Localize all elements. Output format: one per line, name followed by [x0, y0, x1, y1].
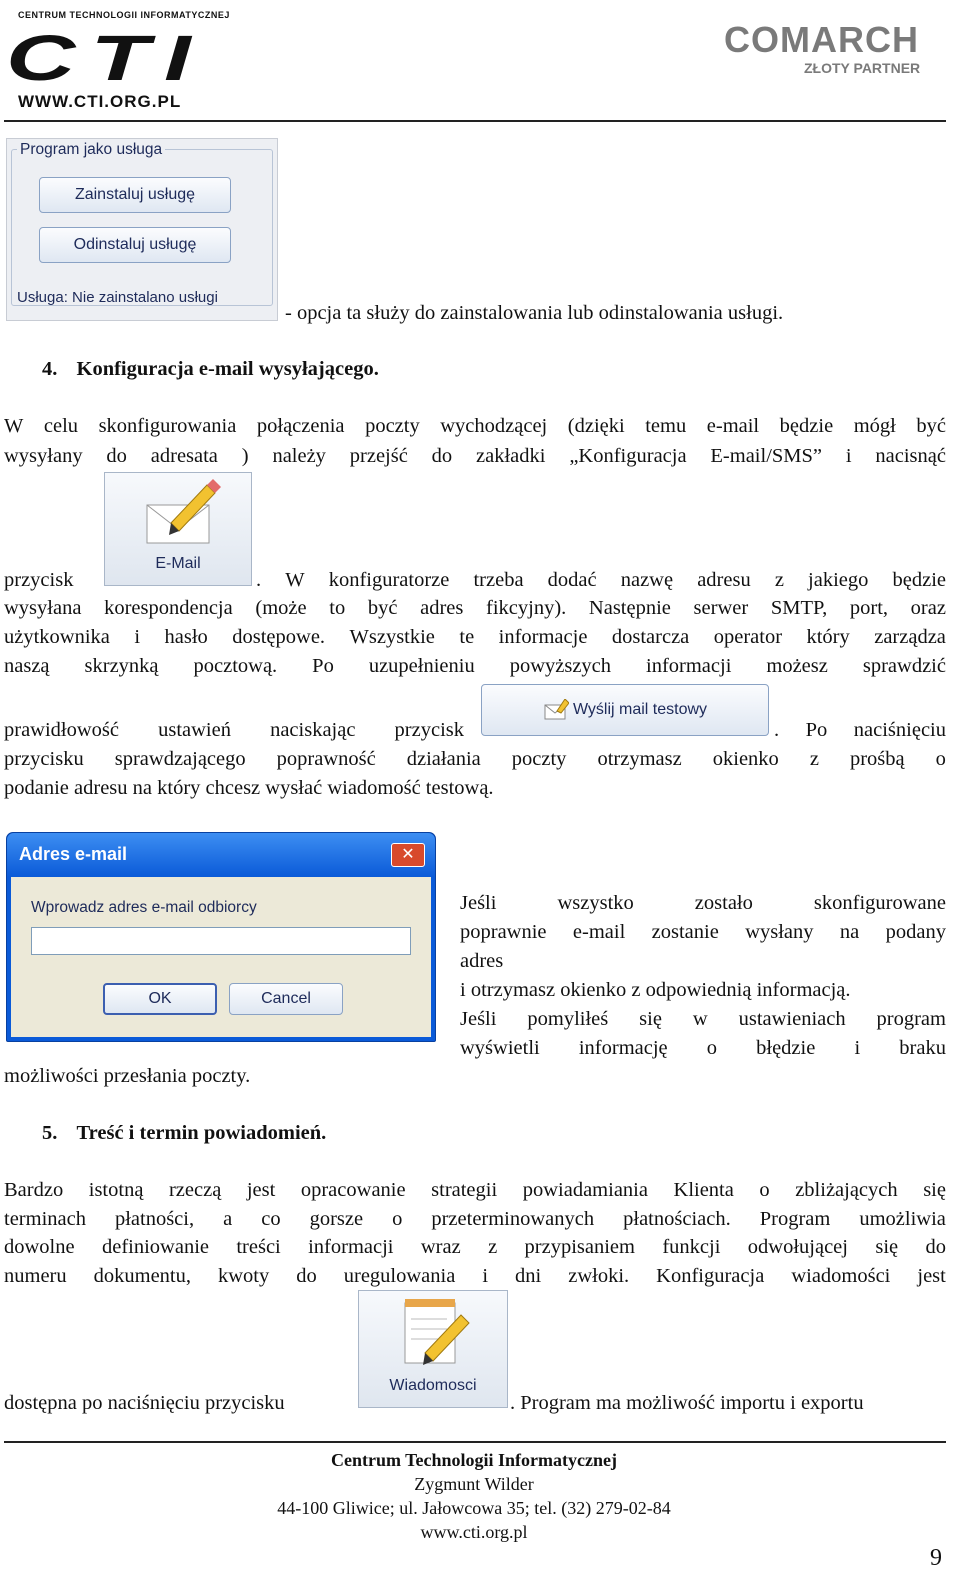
word: o [392, 1208, 403, 1230]
word: wysyłana [4, 597, 82, 619]
word: e-mail [706, 415, 760, 437]
word: te [459, 626, 475, 648]
word: o [706, 1037, 718, 1059]
word: zostanie [651, 921, 719, 943]
p5-line3 [4, 1236, 946, 1259]
service-status: Usługa: Nie zainstalano usługi [17, 289, 218, 306]
ok-button[interactable]: OK [103, 983, 217, 1015]
word: naciśnięciu [853, 719, 946, 741]
p4-line2 [4, 445, 946, 468]
word: zostało [694, 892, 753, 914]
cti-logo [6, 10, 306, 110]
word: błędzie [756, 1037, 816, 1059]
word: a [223, 1208, 233, 1230]
side-line1 [460, 892, 946, 915]
word: . [256, 569, 262, 591]
word: (może [255, 597, 307, 619]
word: do [431, 445, 453, 467]
word: być [916, 415, 946, 437]
word: powiadamiania [522, 1179, 648, 1201]
p4-line3b [256, 569, 946, 592]
word: kwoty [218, 1265, 270, 1287]
word: e-mail [572, 921, 626, 943]
word: informacji [646, 655, 732, 677]
word: program [876, 1008, 946, 1030]
test-mail-button-label: Wyślij mail testowy [572, 701, 708, 718]
word: prośbą [849, 748, 905, 770]
word: o [935, 748, 946, 770]
footer-address: 44-100 Gliwice; ul. Jałowcowa 35; tel. (32) 279-02-84 [277, 1498, 671, 1518]
word: i [134, 626, 141, 648]
word: mógł [853, 415, 896, 437]
cti-small-caption: CENTRUM TECHNOLOGII INFORMATYCZNEJ [18, 10, 230, 20]
install-service-button[interactable]: Zainstaluj usługę [39, 177, 231, 213]
p4-line5 [4, 626, 946, 649]
word: adres [420, 597, 464, 619]
word: otrzymasz [597, 748, 682, 770]
p4-line8 [4, 748, 946, 771]
word: podany [885, 921, 946, 943]
word: (dzięki [567, 415, 625, 437]
word: fikcyjny). [486, 597, 567, 619]
word: poczty [365, 415, 420, 437]
word: treści [236, 1236, 281, 1258]
word: hasło [164, 626, 208, 648]
p4-line3a: przycisk [4, 569, 74, 591]
word: pocztową. [193, 655, 278, 677]
notepad-pencil-icon [395, 1295, 475, 1369]
word: naciskając [270, 719, 356, 741]
service-panel [6, 138, 278, 321]
word: skrzynką [84, 655, 159, 677]
word: do [296, 1265, 317, 1287]
footer-rule [4, 1441, 946, 1443]
word: w [692, 1008, 708, 1030]
word: wyświetli [460, 1037, 540, 1059]
word: dokumentu, [93, 1265, 191, 1287]
word: z [488, 1236, 498, 1258]
word: działania [406, 748, 481, 770]
word: adresu [697, 569, 751, 591]
word: trzeba [473, 569, 524, 591]
mail-send-icon [543, 699, 569, 721]
word: wraz [420, 1236, 461, 1258]
cancel-button[interactable]: Cancel [229, 983, 343, 1015]
p4-line6 [4, 655, 946, 678]
word: się [639, 1008, 662, 1030]
word: W [285, 569, 305, 591]
word: uregulowania [343, 1265, 456, 1287]
word: zakładki [476, 445, 546, 467]
word: jest [246, 1179, 276, 1201]
word: i [482, 1265, 489, 1287]
word: i [845, 445, 852, 467]
word: ustawieniach [738, 1008, 846, 1030]
word: opracowanie [300, 1179, 406, 1201]
close-icon: ✕ [401, 846, 415, 863]
word: poprawnie [460, 921, 547, 943]
word: dowolne [4, 1236, 75, 1258]
word: się [923, 1179, 946, 1201]
p5-line2 [4, 1208, 946, 1231]
wiadomosci-button-label: Wiadomosci [389, 1377, 477, 1394]
word: należy [272, 445, 326, 467]
word: okienko [712, 748, 779, 770]
envelope-pencil-icon [141, 479, 221, 549]
word: przejść [349, 445, 408, 467]
word: Jeśli [460, 1008, 497, 1030]
word: płatności, [114, 1208, 195, 1230]
dialog-prompt: Wprowadz adres e-mail odbiorcy [31, 899, 257, 916]
word: naszą [4, 655, 50, 677]
word: port, [849, 597, 889, 619]
comarch-partner: ZŁOTY PARTNER [804, 60, 921, 76]
footer-owner: Zygmunt Wilder [414, 1474, 534, 1494]
word: wiadomości [791, 1265, 891, 1287]
word: zarządza [874, 626, 946, 648]
word: serwer [693, 597, 749, 619]
word: Klienta [673, 1179, 734, 1201]
cti-logo-mark: CTI [6, 22, 206, 94]
word: ) [241, 445, 249, 467]
word: strategii [431, 1179, 498, 1201]
dialog-close-button[interactable] [391, 843, 425, 867]
word: nacisnąć [875, 445, 946, 467]
word: W [4, 415, 24, 437]
test-mail-button[interactable] [481, 684, 769, 736]
side-line3: adres [460, 950, 504, 972]
word: dostarcza [611, 626, 690, 648]
word: operator [713, 626, 783, 648]
word: zwłoki. [568, 1265, 630, 1287]
word: będzie [779, 415, 834, 437]
word: umożliwia [859, 1208, 946, 1230]
section4-number: 4. [42, 358, 58, 380]
word: o [759, 1179, 770, 1201]
word: to [329, 597, 346, 619]
word: Bardzo [4, 1179, 64, 1201]
word: płatnościach. [623, 1208, 731, 1230]
word: z [774, 569, 784, 591]
p5-line4 [4, 1265, 946, 1288]
dialog-body [11, 877, 431, 1037]
word: możesz [766, 655, 828, 677]
word: temu [645, 415, 687, 437]
word: co [261, 1208, 281, 1230]
word: braku [899, 1037, 946, 1059]
word: dodać [547, 569, 597, 591]
section4-heading [42, 358, 379, 381]
email-button-label: E-Mail [155, 555, 201, 572]
email-address-dialog [6, 832, 436, 1042]
word: informacje [498, 626, 588, 648]
side-line7: możliwości przesłania poczty. [4, 1065, 251, 1087]
word: terminach [4, 1208, 86, 1230]
word: prawidłowość [4, 719, 120, 741]
comarch-wordmark: COMARCH [724, 19, 919, 60]
word: „Konfiguracja [569, 445, 687, 467]
section5-title: Treść i termin powiadomień. [76, 1122, 327, 1144]
word: jest [917, 1265, 946, 1287]
p4-line4 [4, 597, 946, 620]
dialog-titlebar [7, 833, 435, 877]
word: na [839, 921, 860, 943]
word: pomyliłeś [527, 1008, 609, 1030]
side-line5 [460, 1008, 946, 1031]
dialog-title: Adres e-mail [19, 844, 128, 864]
word: użytkownika [4, 626, 110, 648]
word: SMTP, [770, 597, 828, 619]
word: przeterminowanych [431, 1208, 595, 1230]
word: Następnie [588, 597, 671, 619]
service-description: - opcja ta służy do zainstalowania lub odinstalowania usługi. [285, 302, 784, 324]
word: nazwę [620, 569, 674, 591]
p5-line5b: . Program ma możliwość importu i exportu [510, 1392, 864, 1414]
word: skonfigurowania [98, 415, 237, 437]
word: który [806, 626, 850, 648]
header-rule [4, 120, 946, 122]
word: ustawień [158, 719, 231, 741]
word: przycisku [4, 748, 84, 770]
word: numeru [4, 1265, 67, 1287]
group-title: Program jako usługa [17, 141, 165, 159]
word: konfiguratorze [328, 569, 450, 591]
p5-line1 [4, 1179, 946, 1202]
word: korespondencja [104, 597, 233, 619]
word: . [774, 719, 780, 741]
word: zbliżających [795, 1179, 898, 1201]
word: poczty [511, 748, 567, 770]
word: wysyłany [4, 445, 83, 467]
word: E-mail/SMS” [710, 445, 823, 467]
page-number: 9 [930, 1545, 942, 1571]
word: rzeczą [168, 1179, 222, 1201]
word: funkcji [662, 1236, 721, 1258]
footer [0, 1448, 948, 1544]
section5-heading [42, 1122, 326, 1145]
uninstall-service-button[interactable]: Odinstaluj usługę [39, 227, 231, 263]
p4-line9: podanie adresu na który chcesz wysłać wiadomość testową. [4, 777, 494, 799]
word: wychodzącej [440, 415, 548, 437]
word: informacji [308, 1236, 394, 1258]
word: sprawdzającego [114, 748, 246, 770]
word: Po [805, 719, 828, 741]
word: istotną [88, 1179, 144, 1201]
side-line4: i otrzymasz okienko z odpowiednią informacją. [460, 979, 851, 1001]
word: być [367, 597, 398, 619]
footer-url: www.cti.org.pl [420, 1522, 528, 1542]
word: poprawność [276, 748, 376, 770]
comarch-logo [724, 20, 924, 76]
word: połączenia [256, 415, 345, 437]
section4-title: Konfiguracja e-mail wysyłającego. [76, 358, 379, 380]
word: do [925, 1236, 946, 1258]
word: definiowanie [101, 1236, 209, 1258]
word: informację [578, 1037, 668, 1059]
word: i [854, 1037, 861, 1059]
p4-line7a [4, 719, 464, 742]
email-recipient-input[interactable] [31, 927, 411, 955]
word: wszystko [557, 892, 634, 914]
section5-number: 5. [42, 1122, 58, 1144]
word: z [809, 748, 819, 770]
footer-company: Centrum Technologii Informatycznej [331, 1450, 617, 1470]
word: przypisaniem [524, 1236, 635, 1258]
word: Program [759, 1208, 831, 1230]
word: się [875, 1236, 899, 1258]
word: celu [43, 415, 79, 437]
word: sprawdzić [862, 655, 946, 677]
word: dostępowe. [232, 626, 326, 648]
wiadomosci-button[interactable] [358, 1290, 508, 1408]
word: gorsze [309, 1208, 364, 1230]
word: oraz [910, 597, 946, 619]
word: Jeśli [460, 892, 497, 914]
word: będzie [892, 569, 946, 591]
word: Konfiguracja [656, 1265, 765, 1287]
word: jakiego [808, 569, 869, 591]
email-button[interactable] [104, 472, 252, 586]
p4-line7b [774, 719, 946, 742]
word: Wszystkie [349, 626, 435, 648]
side-line2 [460, 921, 946, 944]
word: dni [515, 1265, 542, 1287]
word: skonfigurowane [813, 892, 946, 914]
cti-url: WWW.CTI.ORG.PL [18, 92, 182, 111]
side-line6 [460, 1037, 946, 1060]
word: powyższych [509, 655, 612, 677]
word: odwołującej [747, 1236, 848, 1258]
word: przycisk [394, 719, 464, 741]
word: uzupełnieniu [368, 655, 475, 677]
word: adresata [150, 445, 218, 467]
word: wysłany [745, 921, 814, 943]
p5-line5a: dostępna po naciśnięciu przycisku [4, 1392, 285, 1414]
p4-line1 [4, 415, 946, 438]
word: do [106, 445, 127, 467]
word: Po [312, 655, 334, 677]
